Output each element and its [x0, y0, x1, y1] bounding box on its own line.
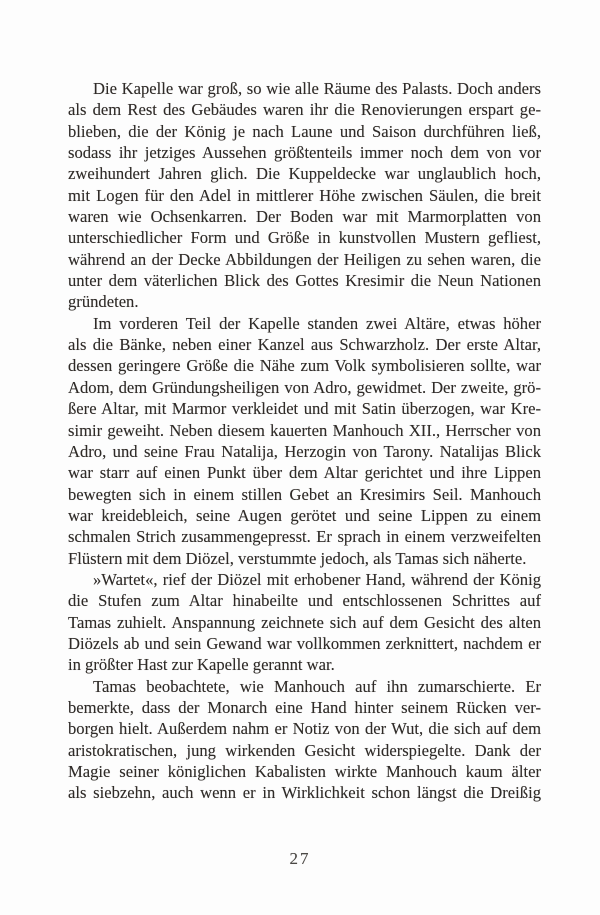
- text-line: [68, 249, 541, 270]
- text-line-content: Adro, und seine Frau Natalija, Herzogin von Tarony. Natalijas Blick: [68, 441, 541, 461]
- text-line-content: unterschiedlicher Form und Größe in kunstvollen Mustern gefliest,: [68, 228, 541, 248]
- text-line-content: Flüstern mit dem Diözel, verstummte jedoch, als Tamas sich näherte.: [68, 548, 527, 568]
- text-line-content: aristokratischen, jung wirkenden Gesicht widerspiegelte. Dank der: [68, 740, 541, 760]
- text-line: [68, 99, 541, 120]
- text-line: [68, 612, 541, 633]
- text-line: [68, 185, 541, 206]
- text-line-content: unter dem väterlichen Blick des Gottes Kresimir die Neun Nationen: [68, 271, 541, 291]
- text-line-content: die Stufen zum Altar hinabeilte und entschlossenen Schrittes auf: [68, 591, 541, 611]
- page-number: 27: [289, 849, 311, 868]
- text-line: [68, 654, 541, 675]
- text-line: [68, 782, 541, 803]
- text-line-content: Adom, dem Gründungsheiligen von Adro, gewidmet. Der zweite, grö-: [68, 377, 541, 397]
- text-line-content: als siebzehn, auch wenn er in Wirklichkeit schon längst die Dreißig: [68, 783, 541, 803]
- paragraph: [68, 676, 541, 804]
- text-line-content: simir geweiht. Neben diesem kauerten Manhouch XII., Herrscher von: [68, 420, 541, 440]
- paragraph: [68, 569, 541, 676]
- text-line-content: Tamas beobachtete, wie Manhouch auf ihn zumarschierte. Er: [93, 676, 541, 696]
- text-line-content: war kreidebleich, seine Augen gerötet und seine Lippen zu einem: [68, 505, 541, 525]
- paragraph: [68, 78, 541, 313]
- text-line-content: mit Logen für den Adel in mittlerer Höhe zwischen Säulen, die breit: [68, 185, 541, 205]
- text-line: [68, 441, 541, 462]
- text-line-content: dessen geringere Größe die Nähe zum Volk symbolisieren sollte, war: [68, 356, 541, 376]
- text-line-content: in größter Hast zur Kapelle gerannt war.: [68, 655, 335, 675]
- text-line: [68, 121, 541, 142]
- text-line: [68, 526, 541, 547]
- text-line-content: gründeten.: [68, 292, 139, 312]
- text-line-content: »Wartet«, rief der Diözel mit erhobener Hand, während der König: [93, 569, 541, 589]
- text-line-content: zweihundert Jahren glich. Die Kuppeldecke war unglaublich hoch,: [68, 164, 541, 184]
- text-line-content: als dem Rest des Gebäudes waren ihr die Renovierungen erspart ge-: [68, 100, 541, 120]
- text-line: [68, 420, 541, 441]
- text-line-content: schmalen Strich zusammengepresst. Er sprach in einem verzweifelten: [68, 527, 541, 547]
- text-line: [68, 355, 541, 376]
- text-line: [68, 548, 541, 569]
- text-line-content: bemerkte, dass der Monarch eine Hand hinter seinem Rücken ver-: [68, 697, 541, 717]
- text-line-content: Diözels ab und sein Gewand war vollkommen zerknittert, nachdem er: [68, 633, 541, 653]
- text-line: [68, 505, 541, 526]
- text-line: [68, 761, 541, 782]
- text-line: [68, 313, 541, 334]
- text-line-content: borgen hielt. Außerdem nahm er Notiz von der Wut, die sich auf dem: [68, 719, 541, 739]
- text-line-content: war starr auf einen Punkt über dem Altar gerichtet und ihre Lippen: [68, 463, 541, 483]
- text-line: [68, 78, 541, 99]
- text-line: [68, 569, 541, 590]
- text-block: [68, 78, 541, 804]
- text-line-content: bewegten sich in einem stillen Gebet an Kresimirs Seil. Manhouch: [68, 484, 541, 504]
- text-line-content: blieben, die der König je nach Laune und Saison durchführen ließ,: [68, 121, 541, 141]
- text-line-content: als die Bänke, neben einer Kanzel aus Schwarzholz. Der erste Altar,: [68, 335, 541, 355]
- text-line-content: ßere Altar, mit Marmor verkleidet und mit Satin überzogen, war Kre-: [68, 399, 541, 419]
- text-line: [68, 740, 541, 761]
- text-line: [68, 633, 541, 654]
- text-line: [68, 590, 541, 611]
- text-line: [68, 676, 541, 697]
- text-line: [68, 142, 541, 163]
- text-line: [68, 398, 541, 419]
- text-line: [68, 377, 541, 398]
- text-line: [68, 163, 541, 184]
- text-line: [68, 697, 541, 718]
- text-line-content: waren wie Ochsenkarren. Der Boden war mit Marmorplatten von: [68, 207, 541, 227]
- text-line: [68, 270, 541, 291]
- paragraph: [68, 313, 541, 569]
- text-line-content: Magie seiner königlichen Kabalisten wirkte Manhouch kaum älter: [68, 762, 541, 781]
- text-line: [68, 206, 541, 227]
- text-line: [68, 484, 541, 505]
- text-line-content: Tamas zuhielt. Anspannung zeichnete sich auf dem Gesicht des alten: [68, 612, 541, 632]
- text-line: [68, 291, 541, 312]
- text-line-content: während an der Decke Abbildungen der Heiligen zu sehen waren, die: [68, 249, 541, 269]
- text-line: [68, 462, 541, 483]
- text-line: [68, 334, 541, 355]
- text-line-content: Im vorderen Teil der Kapelle standen zwei Altäre, etwas höher: [93, 313, 541, 333]
- text-line-content: sodass ihr jetziges Aussehen größtenteils immer noch dem von vor: [68, 143, 541, 163]
- text-line: [68, 718, 541, 739]
- text-line: [68, 227, 541, 248]
- text-line-content: Die Kapelle war groß, so wie alle Räume des Palasts. Doch anders: [93, 79, 541, 98]
